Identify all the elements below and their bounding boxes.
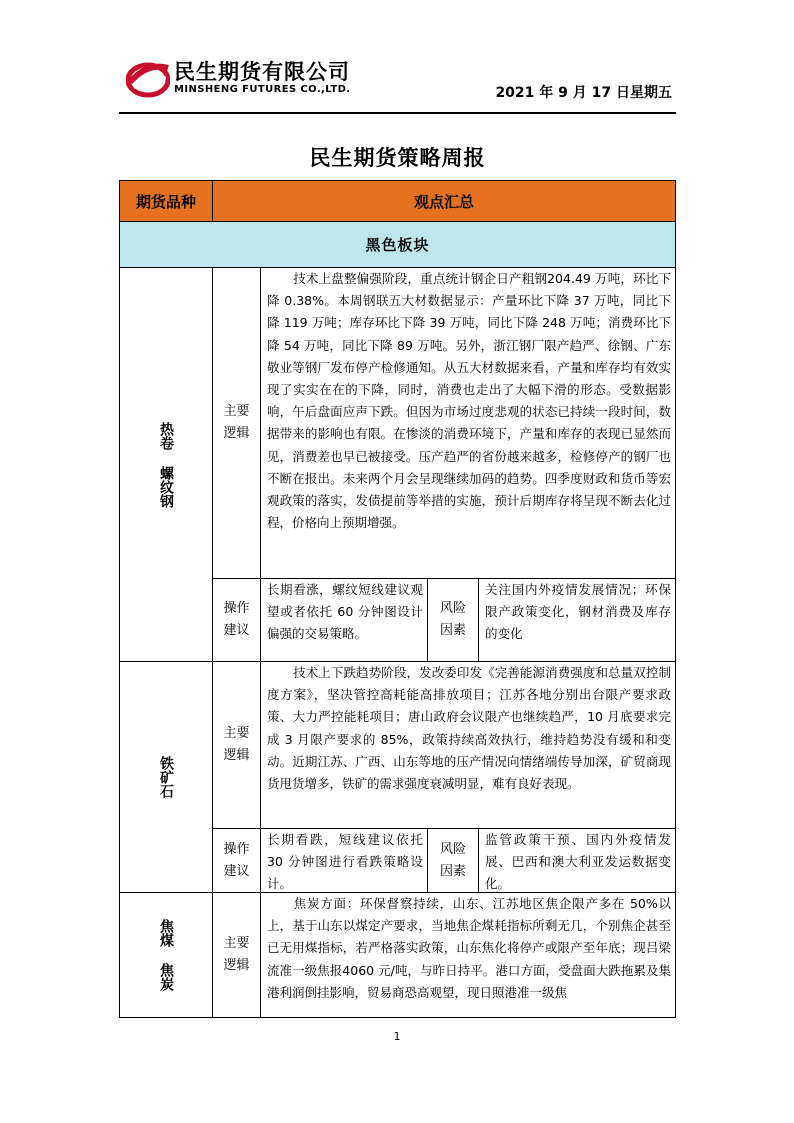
header-divider	[119, 112, 676, 114]
rebar-op-label-text: 操作建议	[223, 601, 250, 638]
iron-op-text: 长期看跌，短线建议依托 30 分钟图进行看跌策略设计。	[260, 828, 428, 893]
iron-op-label	[212, 828, 261, 893]
iron-op-label-text: 操作建议	[223, 841, 250, 879]
section-black: 黑色板块	[119, 221, 676, 268]
rebar-op-text: 长期看涨，螺纹短线建议观望或者依托 60 分钟图设计偏强的交易策略。	[260, 578, 428, 662]
variety-coke: 焦煤 焦炭	[119, 892, 213, 1018]
iron-logic-content: 技术上下跌趋势阶段，发改委印发《完善能源消费强度和总量双控制度方案》，坚决管控高耗能高排放项目；江苏各地分别出台限产要求政策、大力严控能耗项目；唐山政府会议限产也继续趋严，10 月底要求完成 3 月限产要求的 85%，政策持续高效执行，维持趋势没有缓和和变动。近期江苏、广西、山东等地的压产情况向情绪端传导加深，矿贸商现货甩货增多，铁矿的需求强度衰减明显，难有良好表现。	[267, 665, 671, 792]
logo-english-name: MINSHENG FUTURES CO.,LTD.	[174, 84, 351, 95]
variety-iron-ore: 铁矿石	[119, 661, 213, 893]
coke-logic-label-text: 主要逻辑	[223, 936, 250, 973]
col-header-summary: 观点汇总	[212, 180, 676, 222]
report-date: 2021 年 9 月 17 日星期五	[495, 85, 672, 101]
company-logo	[126, 56, 366, 102]
rebar-logic-content: 技术上盘整偏强阶段，重点统计钢企日产粗钢204.49 万吨，环比下降 0.38%。本周钢联五大材数据显示：产量环比下降 37 万吨，同比下降 119 万吨；库存环比下降 39 万吨，同比下降 248 万吨；消费环比下降 54 万吨，同比下降 89 万吨。另外，浙江钢厂限产趋严、徐钢、广东敬业等钢厂发布停产检修通知。从五大材数据来看，产量和库存均有效实现了实实在在的下降，同时，消费也走出了大幅下滑的形态。受数据影响，午后盘面应声下跌。但因为市场过度悲观的状态已持续一段时间，数据带来的影响也有限。在惨淡的消费环境下，产量和库存的表现已显然而见，消费差也早已被接受。压产趋严的省份越来越多，检修停产的钢厂也不断在报出。未来两个月会呈现继续加码的趋势。四季度财政和货币等宏观政策的落实，发债提前等举措的实施，预计后期库存将呈现不断去化过程，价格向上预期增强。	[267, 271, 671, 531]
iron-risk-label-text: 风险因素	[439, 841, 466, 879]
iron-logic-label	[212, 661, 261, 829]
logo-emblem-icon	[126, 58, 170, 98]
coke-logic-text	[260, 892, 676, 1018]
rebar-risk-text: 关注国内外疫情发展情况；环保限产政策变化，钢材消费及库存的变化	[478, 578, 676, 662]
col-header-variety: 期货品种	[119, 180, 213, 222]
coke-logic-content: 焦炭方面：环保督察持续，山东、江苏地区焦企限产多在 50%以上，基于山东以煤定产要求，当地焦企煤耗指标所剩无几，个别焦企甚至已无用煤指标，若严格落实政策，山东焦化将停产或限产至年底；现吕梁流准一级焦报4060 元/吨，与昨日持平。港口方面，受盘面大跌拖累及集港利润倒挂影响，贸易商恐高观望，现日照港准一级焦	[267, 896, 671, 1000]
rebar-risk-label	[427, 578, 479, 662]
iron-risk-label	[427, 828, 479, 893]
variety-rebar: 热卷 螺纹钢	[119, 267, 213, 662]
page-number: 1	[393, 1030, 401, 1043]
rebar-op-label	[212, 578, 261, 662]
rebar-logic-label	[212, 267, 261, 579]
logo-chinese-name: 民生期货有限公司	[174, 60, 350, 84]
iron-logic-text	[260, 661, 676, 829]
strategy-table	[119, 180, 676, 1018]
rebar-logic-label-text: 主要逻辑	[223, 404, 250, 441]
report-title: 民生期货策略周报	[309, 146, 486, 170]
iron-logic-label-text: 主要逻辑	[223, 726, 250, 763]
coke-logic-label	[212, 892, 261, 1018]
rebar-logic-text	[260, 267, 676, 579]
iron-risk-text: 监管政策干预、国内外疫情发展、巴西和澳大利亚发运数据变化。	[478, 828, 676, 893]
rebar-risk-label-text: 风险因素	[439, 601, 466, 638]
